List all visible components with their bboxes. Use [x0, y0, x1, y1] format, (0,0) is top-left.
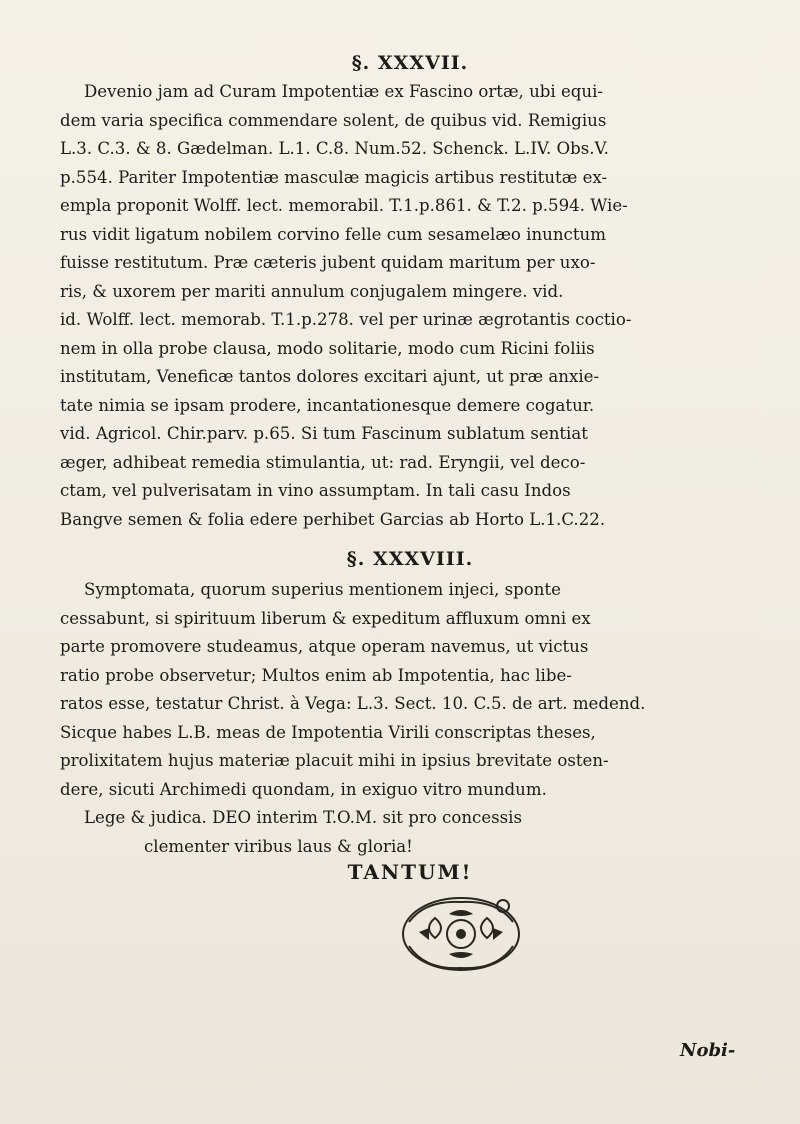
text-line: prolixitatem hujus materiæ placuit mihi in ipsius brevitate osten-	[60, 751, 609, 770]
text-line: tate nimia se ipsam prodere, incantationesque demere cogatur.	[60, 395, 595, 415]
text-line: dem varia specifica commendare solent, de quibus vid. Remigius	[60, 110, 607, 130]
text-line: ratos esse, testatur Christ. à Vega: L.3. Sect. 10. C.5. de art. medend.	[60, 694, 646, 713]
finis-line: TANTUM!	[347, 860, 473, 884]
text-line: fuisse restitutum. Præ cæteris jubent quidam maritum per uxo-	[60, 253, 596, 272]
text-line: id. Wolff. lect. memorab. T.1.p.278. vel per urinæ ægrotantis coctio-	[60, 310, 632, 329]
catchword: Nobi-	[680, 1040, 736, 1061]
printers-ornament-icon	[395, 892, 527, 976]
text-line: Sicque habes L.B. meas de Impotentia Virili conscriptas theses,	[60, 722, 596, 742]
text-line: parte promovere studeamus, atque operam navemus, ut victus	[60, 637, 589, 656]
text-line: æger, adhibeat remedia stimulantia, ut: rad. Eryngii, vel deco-	[60, 452, 586, 472]
text-line: ratio probe observetur; Multos enim ab Impotentia, hac libe-	[60, 665, 572, 685]
text-line: rus vidit ligatum nobilem corvino felle cum sesamelæo inunctum	[60, 224, 606, 244]
text-line: Lege & judica. DEO interim T.O.M. sit pro concessis	[84, 808, 522, 827]
text-line: p.554. Pariter Impotentiæ masculæ magicis artibus restitutæ ex-	[60, 167, 608, 187]
text-line: nem in olla probe clausa, modo solitarie, modo cum Ricini foliis	[60, 338, 595, 358]
paragraph-cure	[60, 78, 760, 534]
text-line: ris, & uxorem per mariti annulum conjugalem mingere. vid.	[60, 281, 564, 301]
text-line: clementer viribus laus & gloria!	[144, 836, 413, 856]
text-line: vid. Agricol. Chir.parv. p.65. Si tum Fascinum sublatum sentiat	[60, 424, 588, 443]
section-heading-38: §. XXXVIII.	[346, 548, 474, 570]
text-line: Bangve semen & folia edere perhibet Garcias ab Horto L.1.C.22.	[60, 509, 606, 529]
text-line: ctam, vel pulverisatam in vino assumptam. In tali casu Indos	[60, 481, 571, 500]
text-line: Devenio jam ad Curam Impotentiæ ex Fascino ortæ, ubi equi-	[84, 82, 604, 101]
text-line: dere, sicuti Archimedi quondam, in exiguo vitro mundum.	[60, 779, 547, 799]
section-heading-37: §. XXXVII.	[351, 52, 469, 74]
text-line: institutam, Veneficæ tantos dolores excitari ajunt, ut præ anxie-	[60, 367, 600, 386]
paragraph-symptoms	[60, 576, 760, 861]
text-line: empla proponit Wolff. lect. memorabil. T.1.p.861. & T.2. p.594. Wie-	[60, 196, 628, 215]
text-line: Symptomata, quorum superius mentionem injeci, sponte	[84, 580, 561, 599]
text-line: L.3. C.3. & 8. Gædelman. L.1. C.8. Num.52. Schenck. L.IV. Obs.V.	[60, 139, 609, 158]
text-line: cessabunt, si spirituum liberum & expeditum affluxum omni ex	[60, 608, 591, 628]
